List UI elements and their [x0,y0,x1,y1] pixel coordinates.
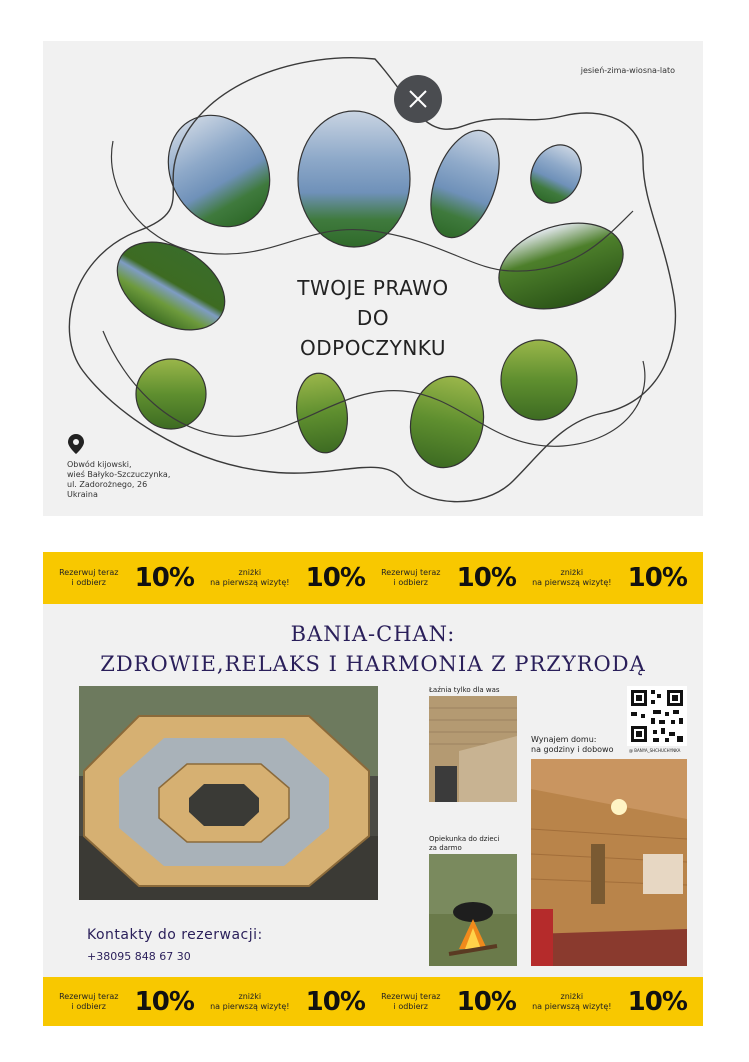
qr-code[interactable] [627,686,687,746]
close-icon [408,89,428,109]
hot-tub-photo [79,686,378,900]
room-photo [531,759,687,966]
address-line: ul. Zadorożnego, 26 [67,480,148,489]
photo-oval [148,97,289,245]
promo-reserve: Rezerwuj teraz i odbierz [381,568,441,587]
headline-line: ODPOCZYNKU [299,336,446,360]
photo-oval [488,208,634,324]
headline-line: TWOJE PRAWO [297,276,449,300]
promo-discount: 10% [305,563,365,593]
photo-oval [136,359,206,429]
headline [243,273,503,363]
promo-bar-top [43,552,703,604]
poster-top [43,41,703,516]
promo-first-visit: zniżki na pierwszą wizytę! [532,568,612,587]
sauna-caption: Łaźnia tylko dla was [429,686,500,694]
promo-discount: 10% [456,986,516,1017]
address [67,460,170,500]
address-line: Ukraina [67,490,98,499]
phone-number[interactable]: +38095 848 67 30 [87,950,191,963]
photo-oval [102,224,240,348]
promo-first-visit: zniżki na pierwszą wizytę! [532,991,612,1011]
promo-bar-bottom [43,977,703,1026]
photo-oval [418,121,513,247]
title-line-2: ZDROWIE,RELAKS I HARMONIA Z PRZYRODĄ [100,652,646,676]
qr-code-icon [627,686,687,746]
poster-bottom [43,552,703,1026]
contacts-title: Kontakty do rezerwacji: [87,927,263,943]
photo-oval [501,340,577,420]
seasons-label: jesień-zima-wiosna-lato [580,66,675,75]
sauna-photo [429,696,517,802]
promo-discount: 10% [627,986,687,1017]
promo-discount: 10% [305,986,365,1017]
promo-first-visit: zniżki na pierwszą wizytę! [210,991,290,1011]
title-line-1: BANIA-CHAN: [290,622,456,646]
promo-discount: 10% [134,563,194,593]
close-button[interactable] [394,75,442,123]
promo-discount: 10% [627,563,687,593]
room-caption: Wynajem domu: na godziny i dobowo [531,735,614,754]
fire-caption: Opiekunka do dzieci za darmo [429,835,500,852]
photo-oval [522,137,591,212]
photo-oval [292,370,353,456]
promo-discount: 10% [456,563,516,593]
headline-line: DO [356,306,390,330]
promo-reserve: Rezerwuj teraz i odbierz [59,991,119,1011]
promo-reserve: Rezerwuj teraz i odbierz [59,568,119,587]
promo-first-visit: zniżki na pierwszą wizytę! [210,568,290,587]
promo-reserve: Rezerwuj teraz i odbierz [381,991,441,1011]
photo-oval [298,111,410,247]
qr-caption: @ BANYA_SHCHUCHYNKA [629,748,681,753]
map-pin-icon [67,433,85,455]
address-line: Obwód kijowski, [67,460,132,469]
campfire-photo [429,854,517,966]
address-line: wieś Bałyko-Szczuczynka, [67,470,171,479]
promo-discount: 10% [134,986,194,1017]
